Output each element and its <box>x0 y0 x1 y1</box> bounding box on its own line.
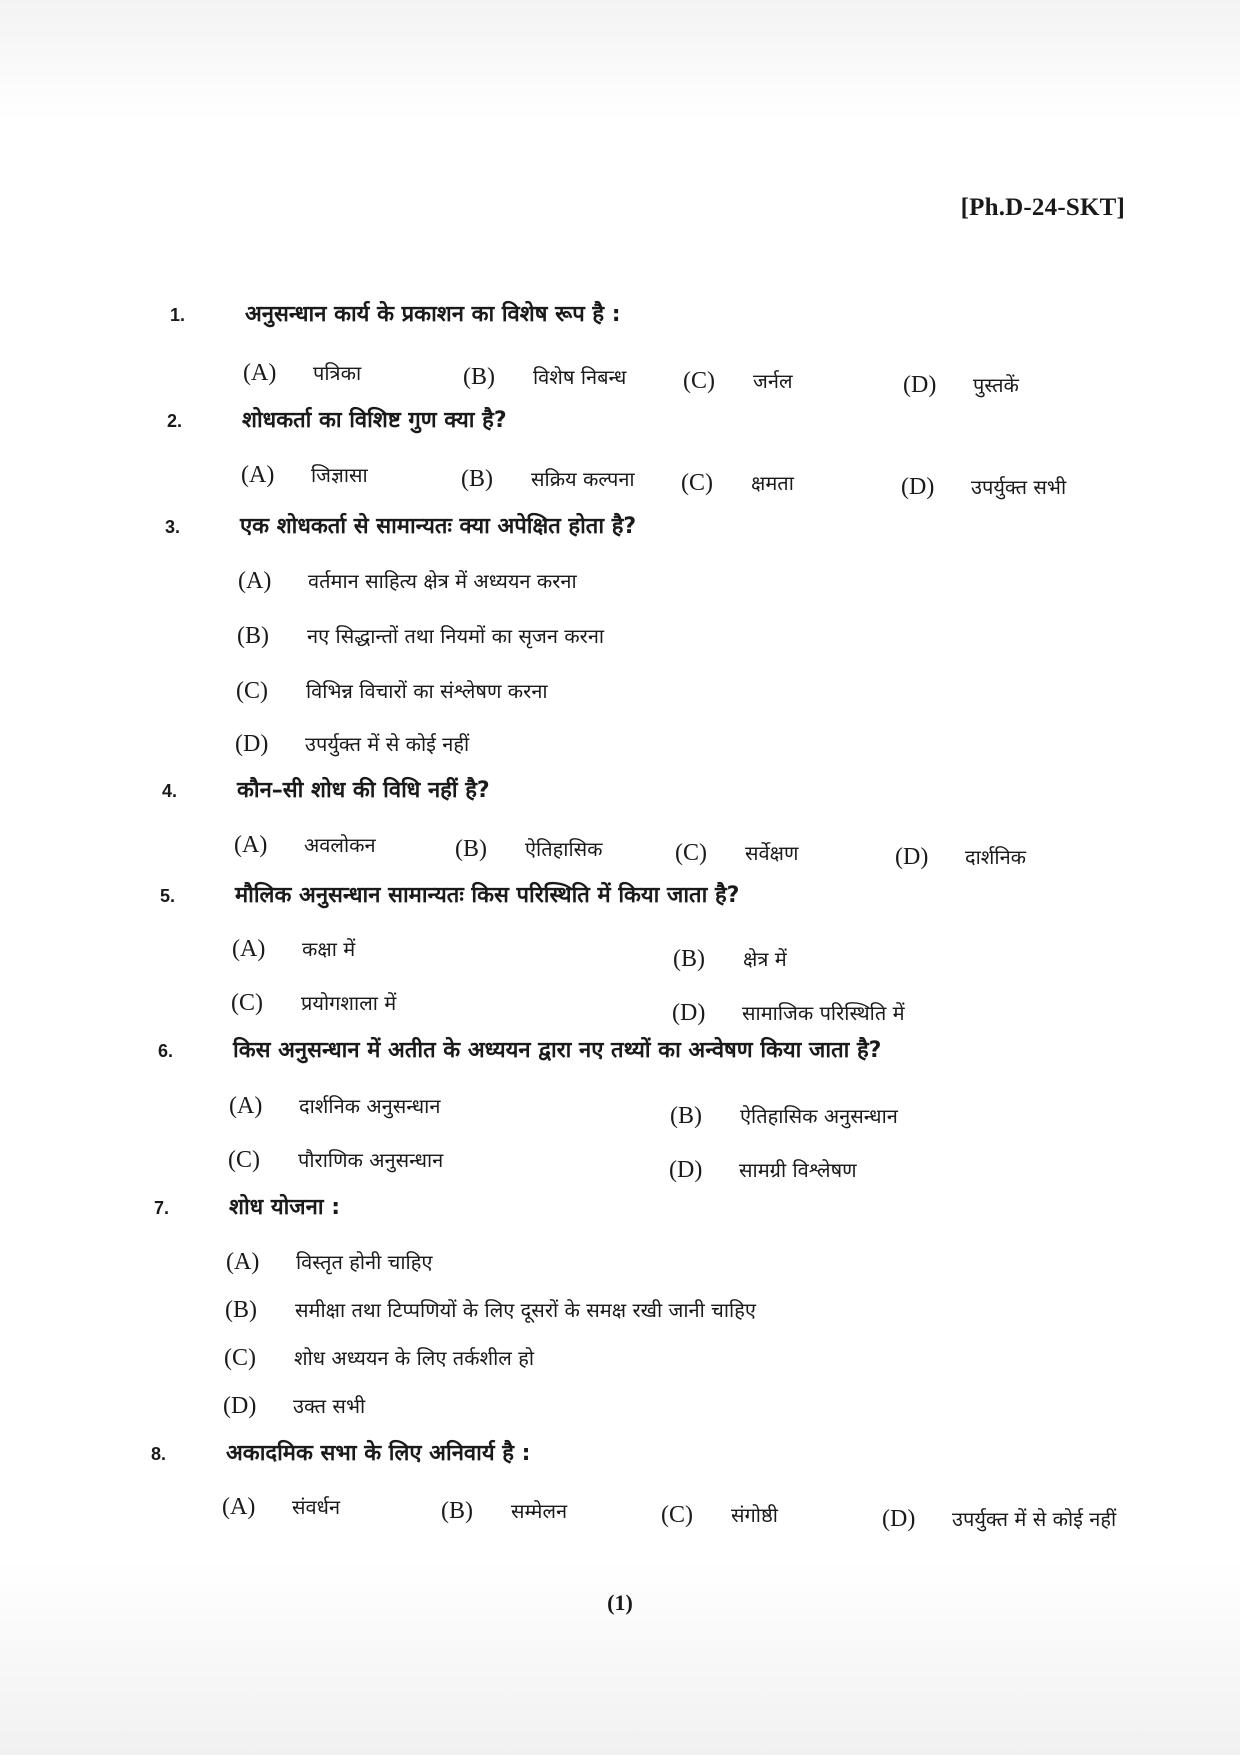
option-1a <box>243 358 361 388</box>
option-label: (C) <box>236 678 268 704</box>
option-text: क्षेत्र में <box>743 947 787 971</box>
option-8b <box>441 1496 567 1526</box>
option-text: वर्तमान साहित्य क्षेत्र में अध्ययन करना <box>308 569 577 593</box>
option-text: अवलोकन <box>304 833 376 857</box>
option-text: दार्शनिक अनुसन्धान <box>299 1094 441 1118</box>
option-text: सामाजिक परिस्थिति में <box>742 1001 905 1025</box>
option-2b <box>461 464 635 494</box>
question-number: 6. <box>158 1041 174 1061</box>
option-text: उपर्युक्त में से कोई नहीं <box>952 1507 1117 1531</box>
option-text: उक्त सभी <box>293 1394 366 1418</box>
option-label: (D) <box>882 1506 916 1532</box>
option-2c <box>681 468 794 498</box>
option-5b <box>673 944 787 974</box>
option-text: ऐतिहासिक <box>525 837 603 861</box>
option-7a <box>226 1247 432 1277</box>
question-text: कौन–सी शोध की विधि नहीं है? <box>237 778 490 803</box>
option-label: (D) <box>235 731 269 757</box>
option-text: विशेष निबन्ध <box>533 365 627 389</box>
option-label: (B) <box>441 1498 473 1524</box>
option-label: (B) <box>670 1103 702 1129</box>
option-1b <box>463 362 626 392</box>
option-2a <box>241 460 368 490</box>
question-text: शोध योजना : <box>229 1195 340 1220</box>
option-5a <box>232 934 355 964</box>
option-1d <box>903 370 1019 400</box>
option-text: उपर्युक्त सभी <box>971 475 1067 499</box>
option-6a <box>229 1091 440 1121</box>
option-text: क्षमता <box>751 471 794 495</box>
option-text: ऐतिहासिक अनुसन्धान <box>740 1104 898 1128</box>
option-text: विस्तृत होनी चाहिए <box>296 1250 433 1274</box>
paper-code: [Ph.D-24-SKT] <box>960 194 1125 221</box>
question-number: 8. <box>151 1444 167 1464</box>
option-text: समीक्षा तथा टिप्पणियों के लिए दूसरों के समक्ष रखी जानी चाहिए <box>295 1298 756 1322</box>
question-text: मौलिक अनुसन्धान सामान्यतः किस परिस्थिति में किया जाता है? <box>235 883 740 908</box>
option-3d <box>235 729 469 759</box>
option-text: जिज्ञासा <box>311 463 368 487</box>
option-4b <box>455 834 603 864</box>
question-text: एक शोधकर्ता से सामान्यतः क्या अपेक्षित होता है? <box>240 514 637 539</box>
page-number: (1) <box>607 1590 633 1615</box>
question-number: 1. <box>170 305 186 325</box>
option-label: (A) <box>229 1093 263 1119</box>
option-6b <box>670 1101 898 1131</box>
option-8d <box>882 1504 1116 1534</box>
option-1c <box>683 366 793 396</box>
option-text: पौराणिक अनुसन्धान <box>298 1148 444 1172</box>
option-label: (A) <box>241 462 275 488</box>
option-8a <box>222 1492 340 1522</box>
question-number: 3. <box>165 517 181 537</box>
option-text: जर्नल <box>753 369 793 393</box>
option-text: सक्रिय कल्पना <box>531 467 635 491</box>
option-text: संगोष्ठी <box>731 1503 778 1527</box>
option-label: (C) <box>683 368 715 394</box>
option-label: (D) <box>223 1393 257 1419</box>
option-4c <box>675 838 798 868</box>
question-text: अनुसन्धान कार्य के प्रकाशन का विशेष रूप है : <box>245 302 621 327</box>
option-label: (D) <box>901 474 935 500</box>
option-6d <box>669 1155 857 1185</box>
option-text: संवर्धन <box>292 1495 341 1519</box>
question-text: अकादमिक सभा के लिए अनिवार्य है : <box>226 1441 531 1466</box>
option-text: पुस्तकें <box>973 373 1019 397</box>
option-label: (C) <box>681 470 713 496</box>
option-label: (A) <box>238 568 272 594</box>
option-label: (A) <box>243 360 277 386</box>
option-label: (C) <box>661 1502 693 1528</box>
question-number: 4. <box>162 781 178 801</box>
option-text: उपर्युक्त में से कोई नहीं <box>305 732 470 756</box>
option-text: कक्षा में <box>302 937 356 961</box>
option-4a <box>234 830 376 860</box>
option-label: (B) <box>673 946 705 972</box>
option-label: (A) <box>222 1494 256 1520</box>
option-label: (B) <box>237 623 269 649</box>
option-text: पत्रिका <box>313 361 362 385</box>
option-3c <box>236 676 548 706</box>
option-label: (D) <box>672 1000 706 1026</box>
option-label: (C) <box>231 990 263 1016</box>
option-7d <box>223 1391 365 1421</box>
option-label: (B) <box>461 466 493 492</box>
question-number: 2. <box>167 411 183 431</box>
option-5c <box>231 988 396 1018</box>
option-text: दार्शनिक <box>965 845 1027 869</box>
option-6c <box>228 1145 443 1175</box>
option-text: प्रयोगशाला में <box>301 991 397 1015</box>
option-7b <box>225 1295 756 1325</box>
option-label: (C) <box>224 1345 256 1371</box>
option-label: (A) <box>226 1249 260 1275</box>
option-label: (D) <box>903 372 937 398</box>
option-text: सर्वेक्षण <box>745 841 799 865</box>
option-label: (C) <box>228 1147 260 1173</box>
option-3a <box>238 566 577 596</box>
option-text: शोध अध्ययन के लिए तर्कशील हो <box>294 1346 535 1370</box>
question-number: 7. <box>154 1198 170 1218</box>
option-label: (D) <box>895 844 929 870</box>
option-4d <box>895 842 1026 872</box>
option-label: (A) <box>232 936 266 962</box>
question-number: 5. <box>160 886 176 906</box>
option-8c <box>661 1500 778 1530</box>
option-label: (B) <box>455 836 487 862</box>
option-label: (B) <box>463 364 495 390</box>
question-text: शोधकर्ता का विशिष्ट गुण क्या है? <box>242 408 507 433</box>
option-text: नए सिद्धान्तों तथा नियमों का सृजन करना <box>307 624 605 648</box>
option-label: (A) <box>234 832 268 858</box>
option-label: (B) <box>225 1297 257 1323</box>
option-5d <box>672 998 905 1028</box>
option-7c <box>224 1343 534 1373</box>
option-label: (D) <box>669 1157 703 1183</box>
option-label: (C) <box>675 840 707 866</box>
option-3b <box>237 621 604 651</box>
option-text: सामग्री विश्लेषण <box>739 1158 857 1182</box>
option-text: सम्मेलन <box>511 1499 568 1523</box>
option-text: विभिन्न विचारों का संश्लेषण करना <box>306 679 548 703</box>
option-2d <box>901 472 1066 502</box>
question-text: किस अनुसन्धान में अतीत के अध्ययन द्वारा नए तथ्यों का अन्वेषण किया जाता है? <box>233 1038 882 1063</box>
